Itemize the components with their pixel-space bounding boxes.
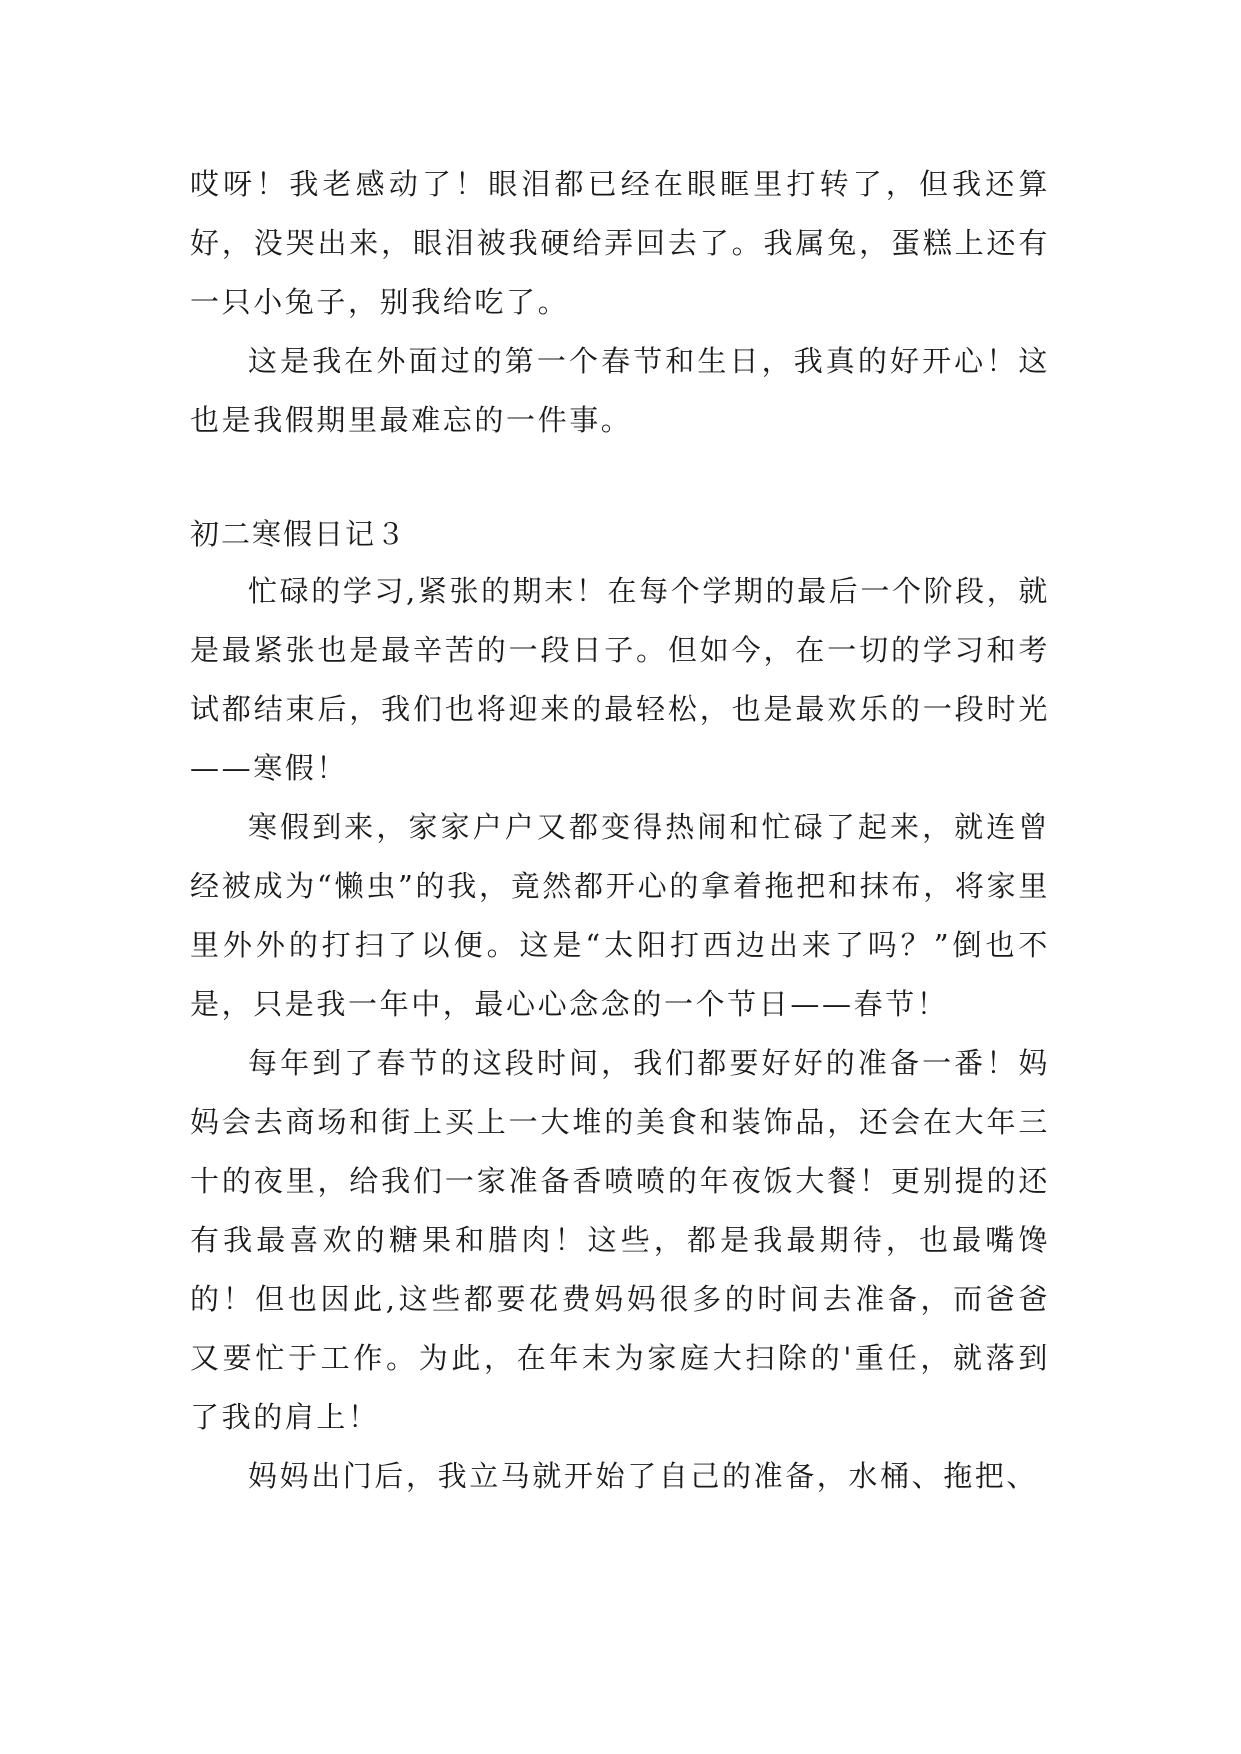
paragraph-continuation-2: 这是我在外面过的第一个春节和生日，我真的好开心！这也是我假期里最难忘的一件事。 (190, 344, 1050, 437)
section-heading (190, 505, 1050, 564)
paragraph-section-3: 每年到了春节的这段时间，我们都要好好的准备一番！妈妈会去商场和街上买上一大堆的美食和装饰品，还会在大年三十的夜里，给我们一家准备香喷喷的年夜饭大餐！更别提的还有我最喜欢的糖果和腊肉！这些，都是我最期待，也最嘴馋的！但也因此,这些都要花费妈妈很多的时间去准备，而爸爸又要忙于工作。为此，在年末为家庭大扫除的'重任，就落到了我的肩上！ (190, 1046, 1050, 1434)
paragraph-section-1: 忙碌的学习,紧张的期末！在每个学期的最后一个阶段，就是最紧张也是最辛苦的一段日子。但如今，在一切的学习和考试都结束后，我们也将迎来的最轻松，也是最欢乐的一段时光——寒假！ (190, 574, 1050, 785)
paragraph-section-4: 妈妈出门后，我立马就开始了自己的准备，水桶、拖把、 (248, 1459, 1039, 1493)
paragraph-section-2: 寒假到来，家家户户又都变得热闹和忙碌了起来，就连曾经被成为“懒虫”的我，竟然都开心的拿着拖把和抹布，将家里里外外的打扫了以便。这是“太阳打西边出来了吗？”倒也不是，只是我一年中，最心心念念的一个节日——春节！ (190, 810, 1050, 1021)
section-title: 初二寒假日记３ (190, 517, 408, 551)
paragraph-continuation-1: 哎呀！我老感动了！眼泪都已经在眼眶里打转了，但我还算好，没哭出来，眼泪被我硬给弄回去了。我属兔，蛋糕上还有一只小兔子，别我给吃了。 (190, 167, 1050, 319)
continuation-text (190, 155, 1050, 450)
section-body (190, 562, 1050, 1506)
